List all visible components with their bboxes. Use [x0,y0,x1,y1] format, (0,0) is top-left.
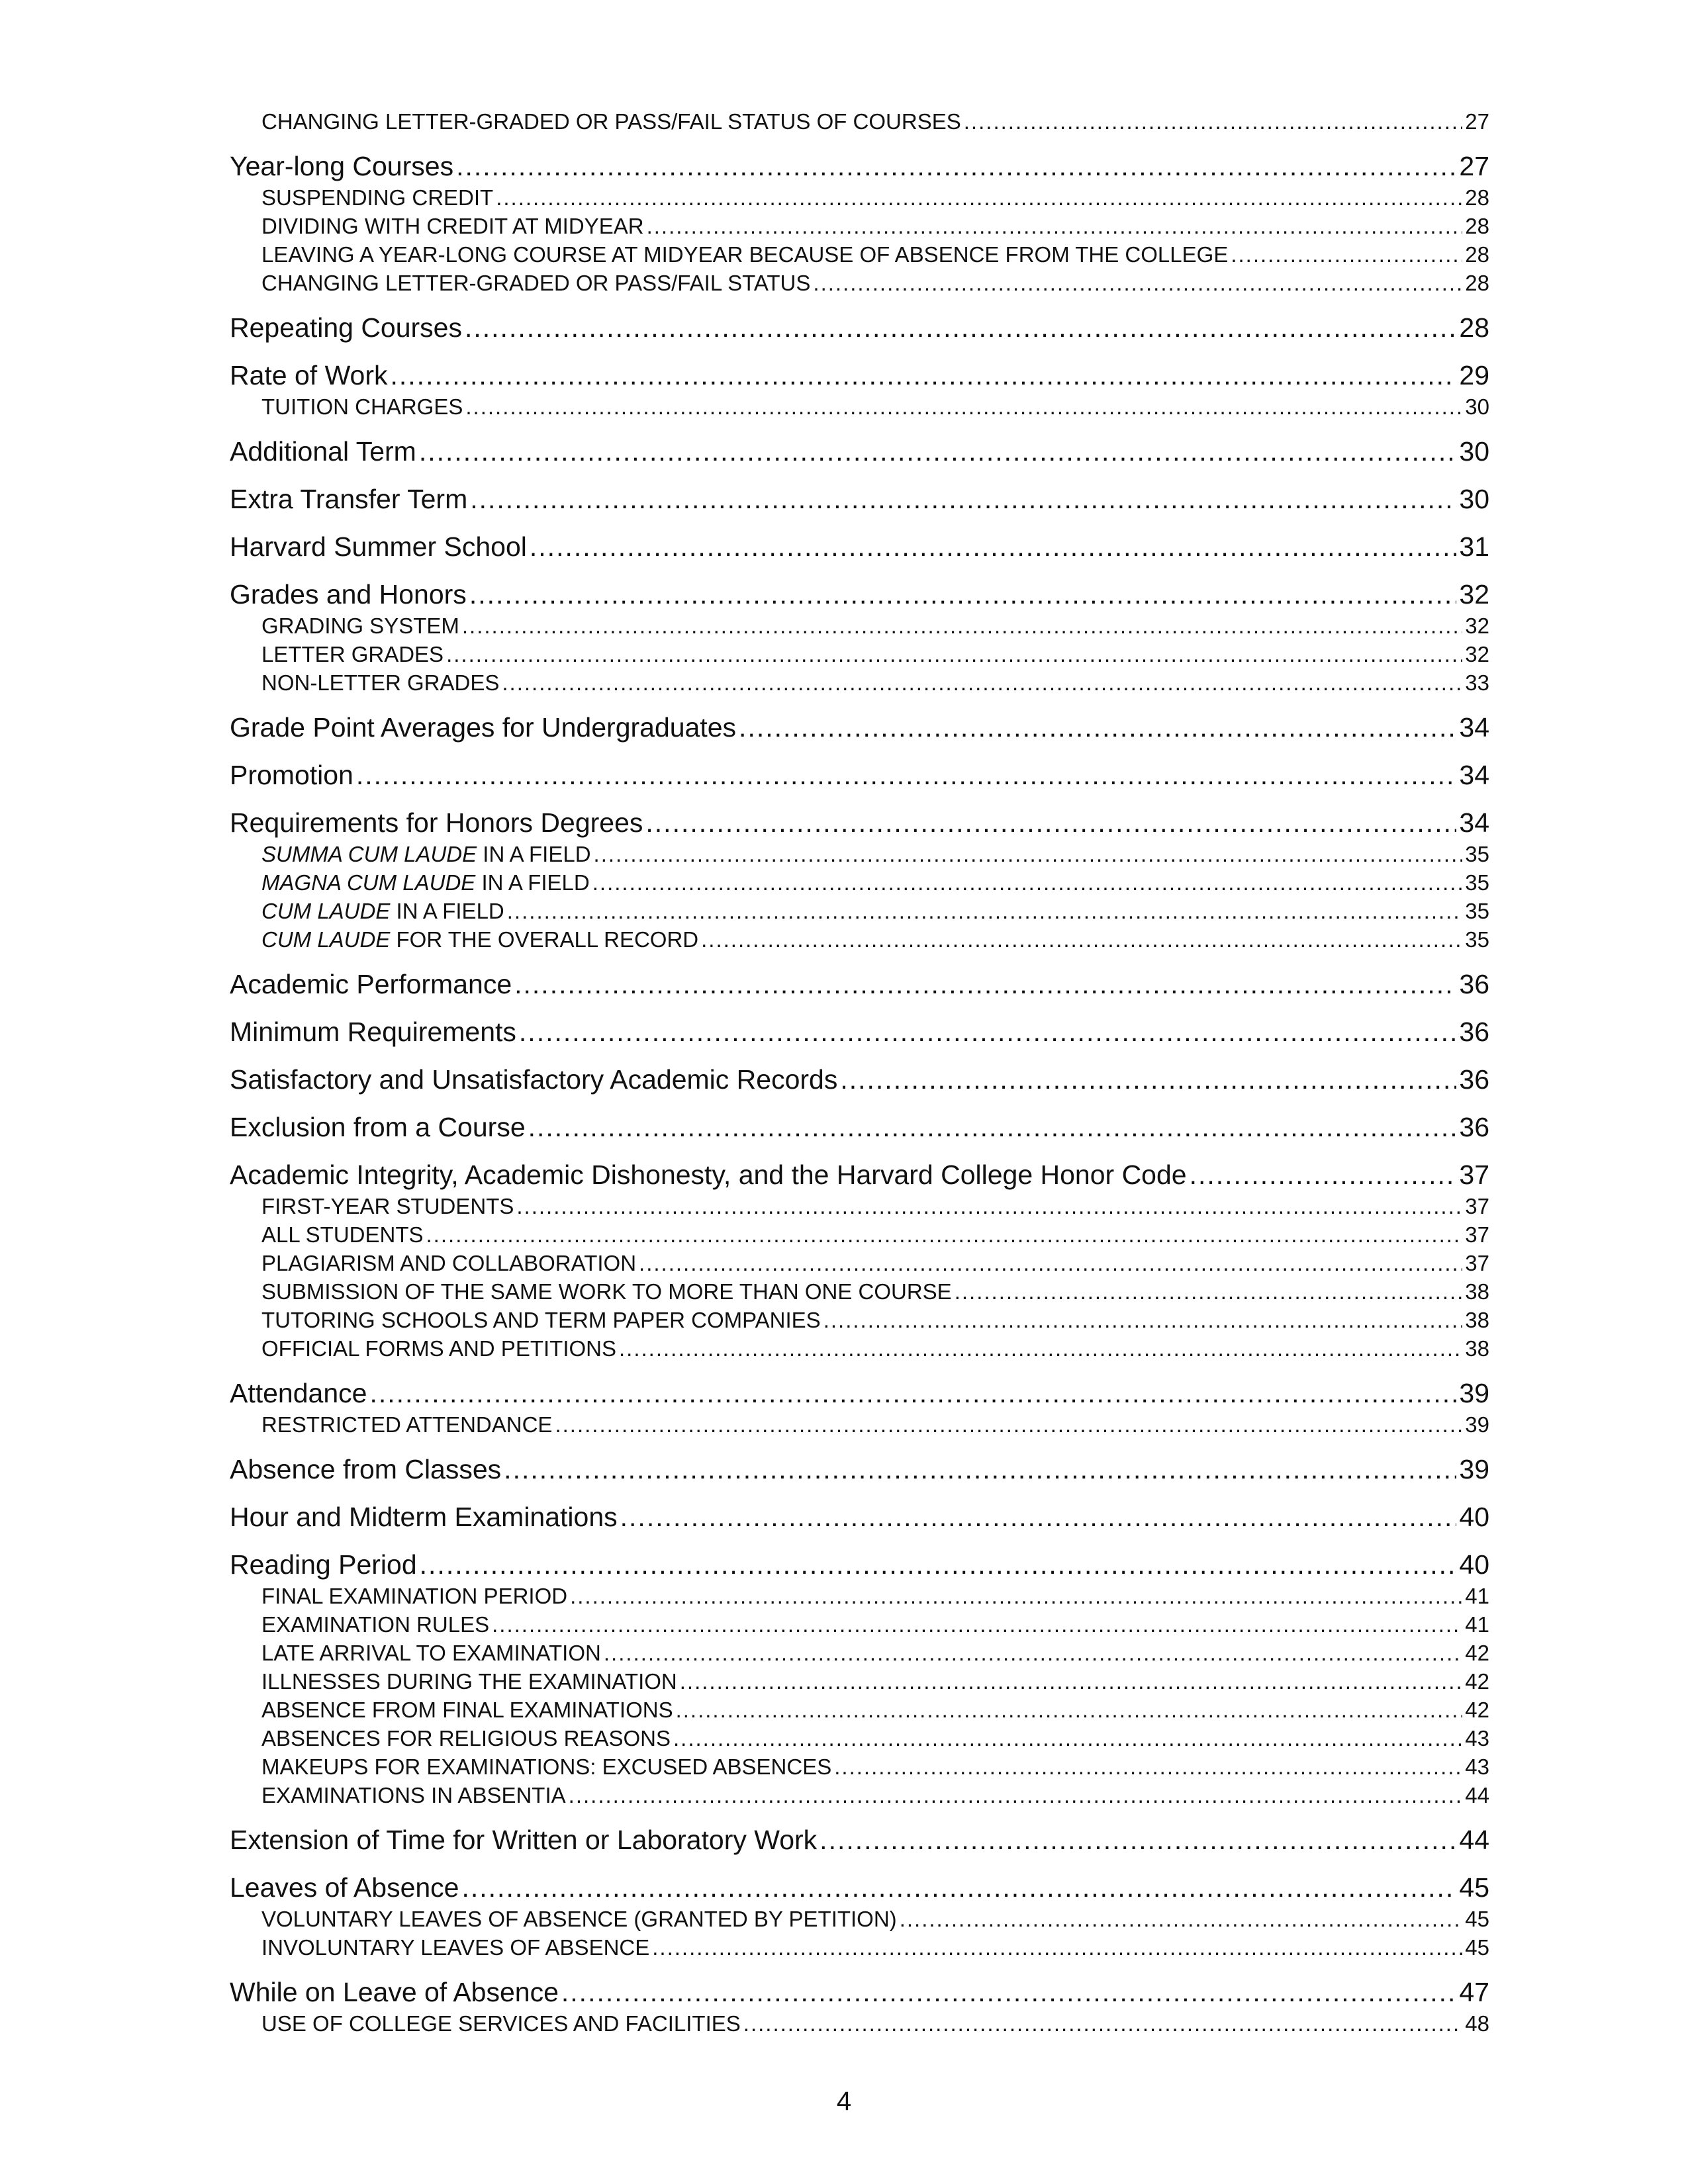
toc-section-entry[interactable] [230,758,1489,792]
toc-entry-page-number: 34 [1459,712,1489,743]
section-gap [230,1962,1489,1975]
dot-leader [465,392,1462,421]
toc-entry-title [261,897,504,925]
toc-subsection-entry[interactable] [230,868,1489,897]
toc-entry-title: NON-LETTER GRADES [261,670,500,695]
toc-entry-page-number: 36 [1459,1017,1489,1047]
dot-leader [516,1192,1462,1220]
toc-entry-page-number: 32 [1465,614,1489,638]
toc-entry-title: CHANGING LETTER-GRADED OR PASS/FAIL STATUS [261,271,811,295]
toc-subsection-entry[interactable] [230,107,1489,136]
toc-entry-page-number: 27 [1459,151,1489,181]
toc-subsection-entry[interactable] [230,212,1489,240]
toc-entry-page-number: 43 [1465,1726,1489,1751]
dot-leader [469,577,1457,612]
toc-entry-page-number: 37 [1465,1194,1489,1218]
dot-leader [743,2009,1463,2038]
toc-entry-title: TUITION CHARGES [261,394,463,419]
toc-section-entry[interactable] [230,149,1489,183]
dot-leader [369,1376,1456,1410]
toc-entry-page-number: 36 [1459,969,1489,999]
toc-subsection-entry[interactable] [230,1582,1489,1610]
toc-subsection-entry[interactable] [230,1249,1489,1277]
section-gap [230,345,1489,358]
toc-entry-page-number: 28 [1459,312,1489,343]
toc-entry-page-number: 39 [1465,1412,1489,1437]
toc-entry-page-number: 44 [1465,1783,1489,1807]
section-gap [230,516,1489,529]
toc-entry-title: ABSENCES FOR RELIGIOUS REASONS [261,1726,671,1751]
toc-entry-page-number: 38 [1465,1279,1489,1304]
toc-entry-title: Absence from Classes [230,1454,502,1484]
dot-leader [645,805,1456,840]
toc-subsection-entry[interactable] [230,1277,1489,1306]
toc-entry-page-number: 38 [1465,1336,1489,1361]
toc-section-entry[interactable] [230,805,1489,840]
dot-leader [492,1610,1462,1639]
dot-leader [680,1667,1463,1696]
toc-entry-title: INVOLUNTARY LEAVES OF ABSENCE [261,1935,650,1960]
dot-leader [519,1015,1456,1049]
toc-entry-title: FIRST-YEAR STUDENTS [261,1194,514,1218]
toc-entry-page-number: 47 [1459,1977,1489,2007]
toc-entry-title: Harvard Summer School [230,531,527,562]
toc-entry-title: Satisfactory and Unsatisfactory Academic Records [230,1064,838,1095]
dot-leader [555,1410,1462,1439]
dot-leader [530,529,1457,564]
section-gap [230,1486,1489,1500]
toc-entry-title: LETTER GRADES [261,642,444,666]
toc-subsection-entry[interactable] [230,183,1489,212]
toc-section-entry[interactable] [230,310,1489,345]
dot-leader [419,434,1457,469]
toc-entry-page-number: 30 [1459,436,1489,467]
toc-entry-page-number: 40 [1459,1502,1489,1532]
section-gap [230,1049,1489,1062]
dot-leader [647,212,1463,240]
toc-entry-page-number: 42 [1465,1641,1489,1665]
toc-section-entry[interactable] [230,1376,1489,1410]
toc-subsection-entry[interactable] [230,1781,1489,1809]
section-gap [230,1363,1489,1376]
dot-leader [496,183,1462,212]
dot-leader [840,1062,1456,1097]
section-gap [230,421,1489,434]
dot-leader [1231,240,1462,269]
toc-subsection-entry[interactable] [230,640,1489,668]
dot-leader [507,897,1463,925]
toc-entry-page-number: 35 [1465,899,1489,923]
dot-leader [528,1110,1457,1144]
toc-section-entry[interactable] [230,967,1489,1001]
toc-section-entry[interactable] [230,1158,1489,1192]
toc-subsection-entry[interactable] [230,612,1489,640]
toc-entry-page-number: 28 [1465,185,1489,210]
dot-leader [356,758,1457,792]
dot-leader [462,612,1462,640]
toc-entry-page-number: 33 [1465,670,1489,695]
toc-entry-title: EXAMINATIONS IN ABSENTIA [261,1783,566,1807]
toc-subsection-entry[interactable] [230,1639,1489,1667]
toc-section-entry[interactable] [230,577,1489,612]
toc-section-entry[interactable] [230,1823,1489,1857]
toc-subsection-entry[interactable] [230,1905,1489,1933]
toc-entry-title: PLAGIARISM AND COLLABORATION [261,1251,637,1275]
dot-leader [570,1582,1462,1610]
toc-entry-title: Hour and Midterm Examinations [230,1502,618,1532]
dot-leader [514,967,1456,1001]
toc-entry-page-number: 28 [1465,242,1489,267]
toc-subsection-entry[interactable] [230,1192,1489,1220]
dot-leader [561,1975,1457,2009]
toc-entry-page-number: 42 [1465,1698,1489,1722]
toc-entry-page-number: 37 [1465,1251,1489,1275]
toc-entry-page-number: 44 [1459,1825,1489,1855]
toc-entry-title-rest: FOR THE OVERALL RECORD [390,927,699,952]
toc-section-entry[interactable] [230,434,1489,469]
toc-entry-page-number: 45 [1459,1872,1489,1903]
toc-subsection-entry[interactable] [230,1752,1489,1781]
toc-section-entry[interactable] [230,1452,1489,1486]
section-gap [230,1001,1489,1015]
toc-entry-page-number: 42 [1465,1669,1489,1694]
toc-entry-title: SUSPENDING CREDIT [261,185,494,210]
toc-entry-title-rest: IN A FIELD [390,899,504,923]
dot-leader [834,1752,1462,1781]
toc-section-entry[interactable] [230,1062,1489,1097]
toc-entry-title [261,840,591,868]
toc-subsection-entry[interactable] [230,1306,1489,1334]
toc-entry-page-number: 40 [1459,1549,1489,1580]
toc-entry-title: ILLNESSES DURING THE EXAMINATION [261,1669,677,1694]
dot-leader [676,1696,1463,1724]
toc-entry-title: LEAVING A YEAR-LONG COURSE AT MIDYEAR BECAUSE OF ABSENCE FROM THE COLLEGE [261,242,1229,267]
toc-subsection-entry[interactable] [230,1610,1489,1639]
toc-entry-page-number: 34 [1459,807,1489,838]
toc-entry-page-number: 30 [1465,394,1489,419]
dot-leader [1190,1158,1457,1192]
dot-leader [823,1306,1463,1334]
toc-entry-title-rest: IN A FIELD [477,842,591,866]
toc-subsection-entry[interactable] [230,240,1489,269]
dot-leader [673,1724,1462,1752]
toc-entry-title-rest: IN A FIELD [475,870,590,895]
toc-entry-title: Minimum Requirements [230,1017,516,1047]
toc-entry-page-number: 28 [1465,271,1489,295]
toc-entry-title: TUTORING SCHOOLS AND TERM PAPER COMPANIES [261,1308,821,1332]
dot-leader [813,269,1462,297]
toc-entry-title: VOLUNTARY LEAVES OF ABSENCE (GRANTED BY PETITION) [261,1907,897,1931]
toc-subsection-entry[interactable] [230,1220,1489,1249]
toc-entry-page-number: 28 [1465,214,1489,238]
dot-leader [446,640,1462,668]
toc-subsection-entry[interactable] [230,1933,1489,1962]
section-gap [230,564,1489,577]
dot-leader [461,1870,1456,1905]
toc-entry-page-number: 38 [1465,1308,1489,1332]
toc-entry-page-number: 43 [1465,1754,1489,1779]
toc-subsection-entry[interactable] [230,1696,1489,1724]
dot-leader [619,1334,1462,1363]
toc-entry-page-number: 36 [1459,1064,1489,1095]
toc-section-entry[interactable] [230,1547,1489,1582]
toc-subsection-entry[interactable] [230,269,1489,297]
toc-subsection-entry[interactable] [230,1724,1489,1752]
dot-leader [594,840,1463,868]
toc-section-entry[interactable] [230,710,1489,745]
toc-entry-title-italic: MAGNA CUM LAUDE [261,870,476,895]
toc-entry-page-number: 30 [1459,484,1489,514]
toc-entry-title-italic: CUM LAUDE [261,899,391,923]
dot-leader [456,149,1456,183]
toc-entry-title: Extra Transfer Term [230,484,468,514]
toc-entry-title-italic: CUM LAUDE [261,927,391,952]
toc-entry-title [261,868,590,897]
toc-entry-page-number: 35 [1465,842,1489,866]
toc-subsection-entry[interactable] [230,392,1489,421]
toc-section-entry[interactable] [230,358,1489,392]
toc-subsection-entry[interactable] [230,2009,1489,2038]
dot-leader [420,1547,1457,1582]
page-number: 4 [836,2087,852,2116]
toc-subsection-entry[interactable] [230,668,1489,697]
dot-leader [900,1905,1463,1933]
section-gap [230,1857,1489,1870]
dot-leader [701,925,1462,954]
section-gap [230,469,1489,482]
toc-entry-page-number: 35 [1465,927,1489,952]
section-gap [230,792,1489,805]
toc-entry-title: ALL STUDENTS [261,1222,424,1247]
table-of-contents [230,107,1489,2038]
toc-entry-page-number: 34 [1459,760,1489,790]
section-gap [230,1144,1489,1158]
toc-entry-page-number: 45 [1465,1907,1489,1931]
toc-entry-title [261,925,698,954]
section-gap [230,297,1489,310]
dot-leader [391,358,1457,392]
toc-entry-title: Exclusion from a Course [230,1112,526,1142]
dot-leader [739,710,1456,745]
toc-entry-title: SUBMISSION OF THE SAME WORK TO MORE THAN ONE COURSE [261,1279,952,1304]
toc-entry-title: DIVIDING WITH CREDIT AT MIDYEAR [261,214,644,238]
toc-entry-page-number: 29 [1459,360,1489,390]
toc-section-entry[interactable] [230,1500,1489,1534]
dot-leader [964,107,1463,136]
toc-entry-title: Attendance [230,1378,367,1408]
toc-entry-page-number: 32 [1465,642,1489,666]
toc-entry-title: Academic Performance [230,969,512,999]
toc-entry-title: Year-long Courses [230,151,454,181]
toc-entry-title: Extension of Time for Written or Laboratory Work [230,1825,818,1855]
toc-entry-title: FINAL EXAMINATION PERIOD [261,1584,568,1608]
section-gap [230,1534,1489,1547]
dot-leader [426,1220,1463,1249]
toc-entry-title: MAKEUPS FOR EXAMINATIONS: EXCUSED ABSENCES [261,1754,832,1779]
toc-section-entry[interactable] [230,1015,1489,1049]
toc-entry-page-number: 48 [1465,2011,1489,2036]
toc-subsection-entry[interactable] [230,1334,1489,1363]
dot-leader [502,668,1462,697]
section-gap [230,1439,1489,1452]
toc-subsection-entry[interactable] [230,925,1489,954]
toc-entry-title: Reading Period [230,1549,417,1580]
toc-entry-title: ABSENCE FROM FINAL EXAMINATIONS [261,1698,673,1722]
section-gap [230,697,1489,710]
dot-leader [470,482,1456,516]
section-gap [230,136,1489,149]
toc-section-entry[interactable] [230,1975,1489,2009]
toc-entry-title: USE OF COLLEGE SERVICES AND FACILITIES [261,2011,741,2036]
toc-entry-page-number: 37 [1465,1222,1489,1247]
toc-entry-title: Grades and Honors [230,579,467,610]
toc-subsection-entry[interactable] [230,897,1489,925]
dot-leader [504,1452,1456,1486]
toc-entry-page-number: 39 [1459,1378,1489,1408]
toc-entry-page-number: 27 [1465,109,1489,134]
dot-leader [465,310,1456,345]
toc-section-entry[interactable] [230,1110,1489,1144]
toc-section-entry[interactable] [230,1870,1489,1905]
dot-leader [604,1639,1462,1667]
toc-entry-title: Grade Point Averages for Undergraduates [230,712,737,743]
toc-entry-title: Requirements for Honors Degrees [230,807,643,838]
dot-leader [652,1933,1462,1962]
toc-entry-page-number: 36 [1459,1112,1489,1142]
section-gap [230,745,1489,758]
toc-entry-title: LATE ARRIVAL TO EXAMINATION [261,1641,601,1665]
dot-leader [569,1781,1463,1809]
toc-subsection-entry[interactable] [230,840,1489,868]
dot-leader [620,1500,1457,1534]
toc-entry-title: OFFICIAL FORMS AND PETITIONS [261,1336,616,1361]
toc-entry-title: Academic Integrity, Academic Dishonesty, and the Harvard College Honor Code [230,1160,1187,1190]
dot-leader [639,1249,1462,1277]
toc-entry-page-number: 35 [1465,870,1489,895]
toc-section-entry[interactable] [230,482,1489,516]
section-gap [230,1809,1489,1823]
toc-entry-page-number: 37 [1459,1160,1489,1190]
section-gap [230,954,1489,967]
toc-entry-title: CHANGING LETTER-GRADED OR PASS/FAIL STATUS OF COURSES [261,109,961,134]
toc-entry-page-number: 39 [1459,1454,1489,1484]
toc-entry-title: Rate of Work [230,360,388,390]
dot-leader [592,868,1463,897]
toc-entry-title: Promotion [230,760,353,790]
toc-entry-title: GRADING SYSTEM [261,614,459,638]
dot-leader [820,1823,1456,1857]
toc-entry-title: Repeating Courses [230,312,462,343]
toc-section-entry[interactable] [230,529,1489,564]
toc-subsection-entry[interactable] [230,1667,1489,1696]
dot-leader [955,1277,1463,1306]
toc-entry-title: EXAMINATION RULES [261,1612,490,1637]
toc-subsection-entry[interactable] [230,1410,1489,1439]
toc-entry-page-number: 41 [1465,1584,1489,1608]
section-gap [230,1097,1489,1110]
toc-entry-page-number: 31 [1459,531,1489,562]
toc-entry-page-number: 45 [1465,1935,1489,1960]
toc-entry-title-italic: SUMMA CUM LAUDE [261,842,477,866]
toc-entry-title: Additional Term [230,436,416,467]
toc-entry-page-number: 32 [1459,579,1489,610]
toc-entry-title: While on Leave of Absence [230,1977,559,2007]
toc-entry-page-number: 41 [1465,1612,1489,1637]
toc-entry-title: RESTRICTED ATTENDANCE [261,1412,553,1437]
toc-entry-title: Leaves of Absence [230,1872,459,1903]
